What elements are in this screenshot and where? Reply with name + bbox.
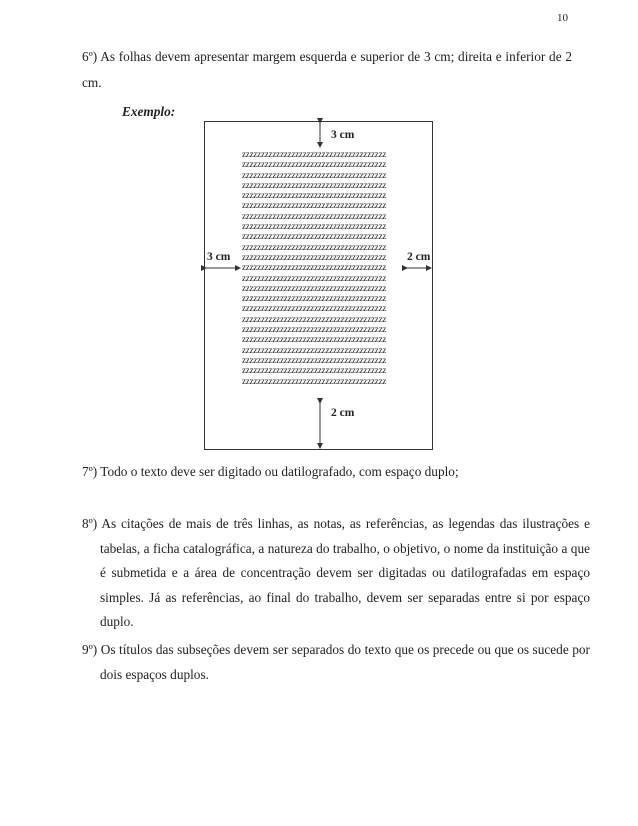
filler-line: zzzzzzzzzzzzzzzzzzzzzzzzzzzzzzzzzzzzzz <box>242 221 387 232</box>
filler-line: zzzzzzzzzzzzzzzzzzzzzzzzzzzzzzzzzzzzzz <box>242 179 387 190</box>
filler-line: zzzzzzzzzzzzzzzzzzzzzzzzzzzzzzzzzzzzzz <box>242 375 387 386</box>
filler-line: zzzzzzzzzzzzzzzzzzzzzzzzzzzzzzzzzzzzzz <box>242 241 387 252</box>
right-margin-label: 2 cm <box>407 251 431 263</box>
filler-line: zzzzzzzzzzzzzzzzzzzzzzzzzzzzzzzzzzzzzz <box>242 251 387 262</box>
item-7-paragraph: 7º) Todo o texto deve ser digitado ou datilografado, com espaço duplo; <box>82 464 459 479</box>
filler-line: zzzzzzzzzzzzzzzzzzzzzzzzzzzzzzzzzzzzzz <box>242 200 387 211</box>
filler-line: zzzzzzzzzzzzzzzzzzzzzzzzzzzzzzzzzzzzzz <box>242 354 387 365</box>
filler-line: zzzzzzzzzzzzzzzzzzzzzzzzzzzzzzzzzzzzzz <box>242 272 387 283</box>
top-margin-label: 3 cm <box>331 129 355 141</box>
filler-line: zzzzzzzzzzzzzzzzzzzzzzzzzzzzzzzzzzzzzz <box>242 303 387 314</box>
filler-line: zzzzzzzzzzzzzzzzzzzzzzzzzzzzzzzzzzzzzz <box>242 159 387 170</box>
filler-line: zzzzzzzzzzzzzzzzzzzzzzzzzzzzzzzzzzzzzz <box>242 293 387 304</box>
filler-line: zzzzzzzzzzzzzzzzzzzzzzzzzzzzzzzzzzzzzz <box>242 313 387 324</box>
page-number: 10 <box>557 12 568 24</box>
filler-line: zzzzzzzzzzzzzzzzzzzzzzzzzzzzzzzzzzzzzz <box>242 344 387 355</box>
filler-line: zzzzzzzzzzzzzzzzzzzzzzzzzzzzzzzzzzzzzz <box>242 210 387 221</box>
filler-line: zzzzzzzzzzzzzzzzzzzzzzzzzzzzzzzzzzzzzz <box>242 190 387 201</box>
filler-line: zzzzzzzzzzzzzzzzzzzzzzzzzzzzzzzzzzzzzz <box>242 169 387 180</box>
item-8-paragraph: 8º) As citações de mais de três linhas, as notas, as referências, as legendas das ilustrações e tabelas, a ficha catalográfica, a natureza do trabalho, o objetivo, o nome da instituição a que é submetida e a área de concentração devem ser digitadas ou datilografadas em espaço simples. Já as referências, ao final do trabalho, devem ser separadas entre si por espaço duplo. <box>82 516 590 629</box>
filler-line: zzzzzzzzzzzzzzzzzzzzzzzzzzzzzzzzzzzzzz <box>242 149 387 159</box>
left-margin-label: 3 cm <box>207 251 231 263</box>
filler-line: zzzzzzzzzzzzzzzzzzzzzzzzzzzzzzzzzzzzzz <box>242 231 387 242</box>
filler-line: zzzzzzzzzzzzzzzzzzzzzzzzzzzzzzzzzzzzzz <box>242 262 387 273</box>
filler-line: zzzzzzzzzzzzzzzzzzzzzzzzzzzzzzzzzzzzzz <box>242 334 387 345</box>
item-9-paragraph: 9º) Os títulos das subseções devem ser separados do texto que os precede ou que os sucede por dois espaços duplos. <box>82 642 590 682</box>
filler-line: zzzzzzzzzzzzzzzzzzzzzzzzzzzzzzzzzzzzzz <box>242 365 387 376</box>
example-label: Exemplo: <box>122 104 176 119</box>
filler-line: zzzzzzzzzzzzzzzzzzzzzzzzzzzzzzzzzzzzzz <box>242 282 387 293</box>
filler-line: zzzzzzzzzzzzzzzzzzzzzzzzzzzzzzzzzzzzzz <box>242 324 387 335</box>
item-6-paragraph: 6º) As folhas devem apresentar margem esquerda e superior de 3 cm; direita e inferior de 2 cm. <box>82 49 572 90</box>
bottom-margin-label: 2 cm <box>331 407 355 419</box>
